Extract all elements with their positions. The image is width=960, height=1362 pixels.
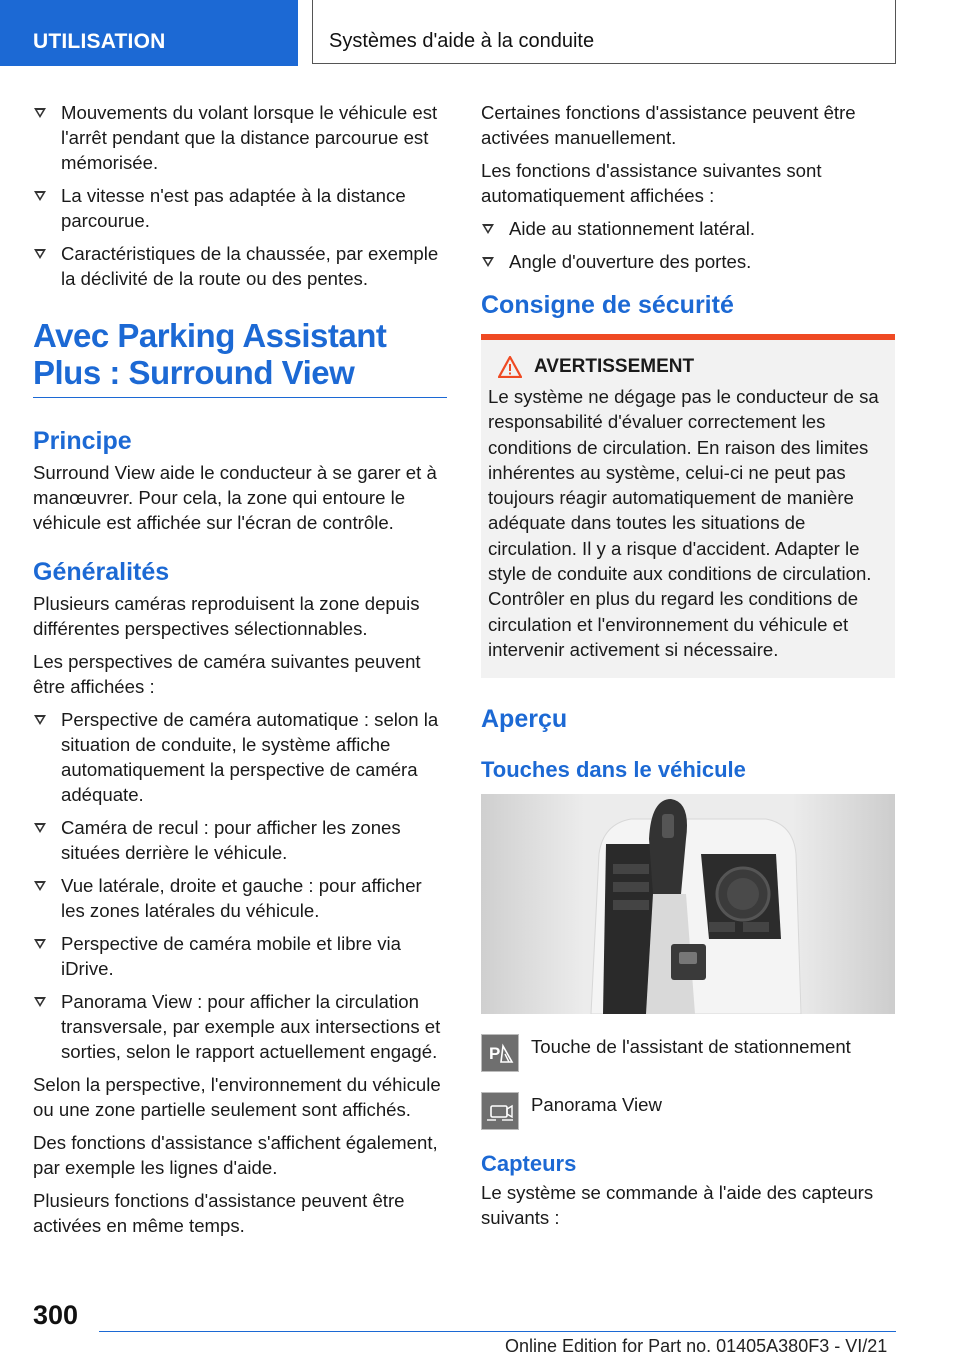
list-item: Caméra de recul : pour afficher les zones situées derrière le véhicule. bbox=[33, 815, 447, 865]
triangle-bullet-icon bbox=[34, 108, 46, 118]
key-label: Panorama View bbox=[531, 1094, 662, 1116]
capteurs-text: Le système se commande à l'aide des capteurs suivants : bbox=[481, 1182, 874, 1229]
triangle-bullet-icon bbox=[34, 715, 46, 725]
center-console-illustration bbox=[481, 794, 895, 1014]
paragraph: Les perspectives de caméra suivantes peuvent être affichées : bbox=[33, 651, 421, 697]
apercu-heading: Aperçu bbox=[481, 705, 568, 734]
list-item: Panorama View : pour afficher la circulation transversale, par exemple aux intersections et sorties, selon le rapport actuellement engagé. bbox=[33, 989, 447, 1064]
capteurs-heading: Capteurs bbox=[481, 1151, 577, 1177]
svg-text:P: P bbox=[489, 1044, 501, 1064]
list-item: La vitesse n'est pas adaptée à la distance parcourue. bbox=[33, 183, 447, 233]
chapter-title: Systèmes d'aide à la conduite bbox=[312, 0, 896, 64]
list-item: Vue latérale, droite et gauche : pour afficher les zones latérales du véhicule. bbox=[33, 873, 447, 923]
warning-header bbox=[488, 356, 887, 378]
triangle-bullet-icon bbox=[34, 881, 46, 891]
right-column bbox=[481, 100, 895, 1238]
warning-box bbox=[481, 334, 895, 678]
safety-heading: Consigne de sécurité bbox=[481, 291, 734, 319]
principe-text: Surround View aide le conducteur à se garer et à manœuvrer. Pour cela, la zone qui entoure le véhicule est affichée sur l'écran de contrôle. bbox=[33, 462, 437, 533]
key-label: Touche de l'assistant de stationnement bbox=[531, 1036, 851, 1058]
center-console-photo bbox=[481, 794, 895, 1014]
list-item: Perspective de caméra mobile et libre via iDrive. bbox=[33, 931, 447, 981]
page-number: 300 bbox=[33, 1300, 79, 1330]
triangle-bullet-icon bbox=[34, 823, 46, 833]
triangle-bullet-icon bbox=[34, 191, 46, 201]
paragraph: Plusieurs caméras reproduisent la zone depuis différentes perspectives sélectionnables. bbox=[33, 593, 420, 639]
key-row-panorama-view bbox=[481, 1092, 895, 1130]
section-title: Avec Parking Assistant Plus : Surround View bbox=[33, 317, 447, 398]
parking-assistant-key-icon bbox=[481, 1034, 519, 1072]
paragraph: Certaines fonctions d'assistance peuvent être activées manuellement. bbox=[481, 102, 856, 148]
triangle-bullet-icon bbox=[482, 224, 494, 234]
triangle-bullet-icon bbox=[34, 997, 46, 1007]
section-tab: UTILISATION bbox=[0, 0, 298, 66]
touches-heading: Touches dans le véhicule bbox=[481, 757, 746, 783]
edition-text: Online Edition for Part no. 01405A380F3 - VI/21 bbox=[505, 1336, 888, 1356]
bullet-list-perspectives bbox=[33, 707, 447, 1064]
key-row-parking-assistant bbox=[481, 1034, 895, 1072]
bullet-list-auto bbox=[481, 216, 895, 274]
triangle-bullet-icon bbox=[34, 939, 46, 949]
triangle-bullet-icon bbox=[482, 257, 494, 267]
list-item: Aide au stationnement latéral. bbox=[481, 216, 895, 241]
panorama-view-key-icon bbox=[481, 1092, 519, 1130]
page-header bbox=[0, 0, 960, 66]
warning-text: Le système ne dégage pas le conducteur de sa responsabilité d'évaluer correctement les conditions de circulation. En raison des limites inhérentes au système, celui-ci ne peut pas toujours réagir automatiquement de manière adéquate dans toutes les situations de circulation. Il y a risque d'accident. Adapter le style de conduite aux conditions de circulation. Contrôler en plus du regard les conditions de circulation et l'environnement du véhicule et intervenir activement si nécessaire. bbox=[488, 386, 879, 660]
left-column bbox=[33, 100, 447, 1246]
paragraph: Plusieurs fonctions d'assistance peuvent être activées en même temps. bbox=[33, 1190, 405, 1236]
triangle-bullet-icon bbox=[34, 249, 46, 259]
list-item: Caractéristiques de la chaussée, par exemple la déclivité de la route ou des pentes. bbox=[33, 241, 447, 291]
paragraph: Les fonctions d'assistance suivantes sont automatiquement affichées : bbox=[481, 160, 822, 206]
paragraph: Des fonctions d'assistance s'affichent également, par exemple les lignes d'aide. bbox=[33, 1132, 438, 1178]
paragraph: Selon la perspective, l'environnement du véhicule ou une zone partielle seulement sont affichés. bbox=[33, 1074, 441, 1120]
footer-divider bbox=[99, 1331, 896, 1332]
generalites-heading: Généralités bbox=[33, 558, 170, 586]
warning-title: AVERTISSEMENT bbox=[534, 356, 695, 377]
bullet-list-top bbox=[33, 100, 447, 291]
list-item: Mouvements du volant lorsque le véhicule est l'arrêt pendant que la distance parcourue est mémorisée. bbox=[33, 100, 447, 175]
list-item: Perspective de caméra automatique : selon la situation de conduite, le système affiche automatiquement la perspective de caméra adéquate. bbox=[33, 707, 447, 807]
principe-heading: Principe bbox=[33, 427, 132, 455]
warning-triangle-icon bbox=[498, 356, 522, 378]
list-item: Angle d'ouverture des portes. bbox=[481, 249, 895, 274]
